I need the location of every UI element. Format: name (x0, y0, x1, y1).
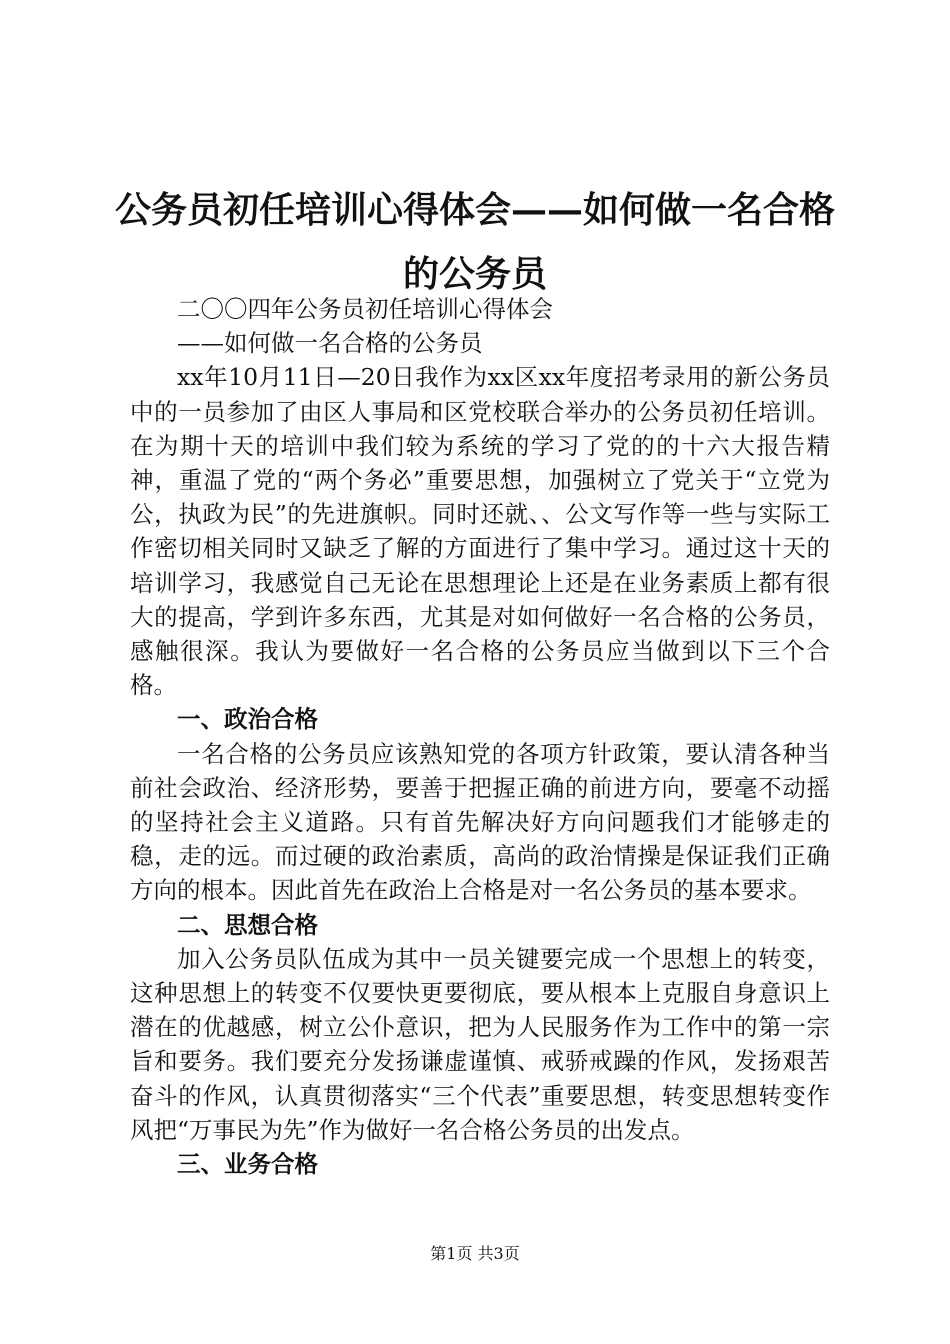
subtitle-line: ——如何做一名合格的公务员 (177, 329, 483, 358)
body-paragraph: 一名合格的公务员应该熟知党的各项方针政策，要认清各种当前社会政治、经济形势，要善于把握正确的前进方向，要毫不动摇的坚持社会主义道路。只有首先解决好方向问题我们才能够走的稳，走的远。而过硬的政治素质，高尚的政治情操是保证我们正确方向的根本。因此首先在政治上合格是对一名公务员的基本要求。 (130, 739, 830, 905)
document-title: 公务员初任培训心得体会——如何做一名合格的公务员 (114, 189, 835, 295)
section-heading: 一、政治合格 (177, 705, 318, 734)
section-heading: 二、思想合格 (177, 910, 318, 939)
document-body (130, 292, 830, 1181)
body-paragraph: 加入公务员队伍成为其中一员关键要完成一个思想上的转变，这种思想上的转变不仅要快更要彻底，要从根本上克服自身意识上潜在的优越感，树立公仆意识，把为人民服务作为工作中的第一宗旨和要务。我们要充分发扬谦虚谨慎、戒骄戒躁的作风，发扬艰苦奋斗的作风，认真贯彻落实“三个代表”重要思想，转变思想转变作风把“万事民为先”作为做好一名合格公务员的出发点。 (130, 944, 830, 1144)
body-paragraph: xx年10月11日—20日我作为xx区xx年度招考录用的新公务员中的一员参加了由区人事局和区党校联合举办的公务员初任培训。在为期十天的培训中我们较为系统的学习了党的的十六大报告精神，重温了党的“两个务必”重要思想，加强树立了党关于“立党为公，执政为民”的先进旗帜。同时还就、、公文写作等一些与实际工作密切相关同时又缺乏了解的方面进行了集中学习。通过这十天的培训学习，我感觉自己无论在思想理论上还是在业务素质上都有很大的提高，学到许多东西，尤其是对如何做好一名合格的公务员，感触很深。我认为要做好一名合格的公务员应当做到以下三个合格。 (130, 363, 830, 700)
subtitle-line: 二〇〇四年公务员初任培训心得体会 (177, 295, 553, 323)
section-heading: 三、业务合格 (177, 1150, 318, 1179)
page-footer: 第1页 共3页 (430, 1244, 520, 1263)
